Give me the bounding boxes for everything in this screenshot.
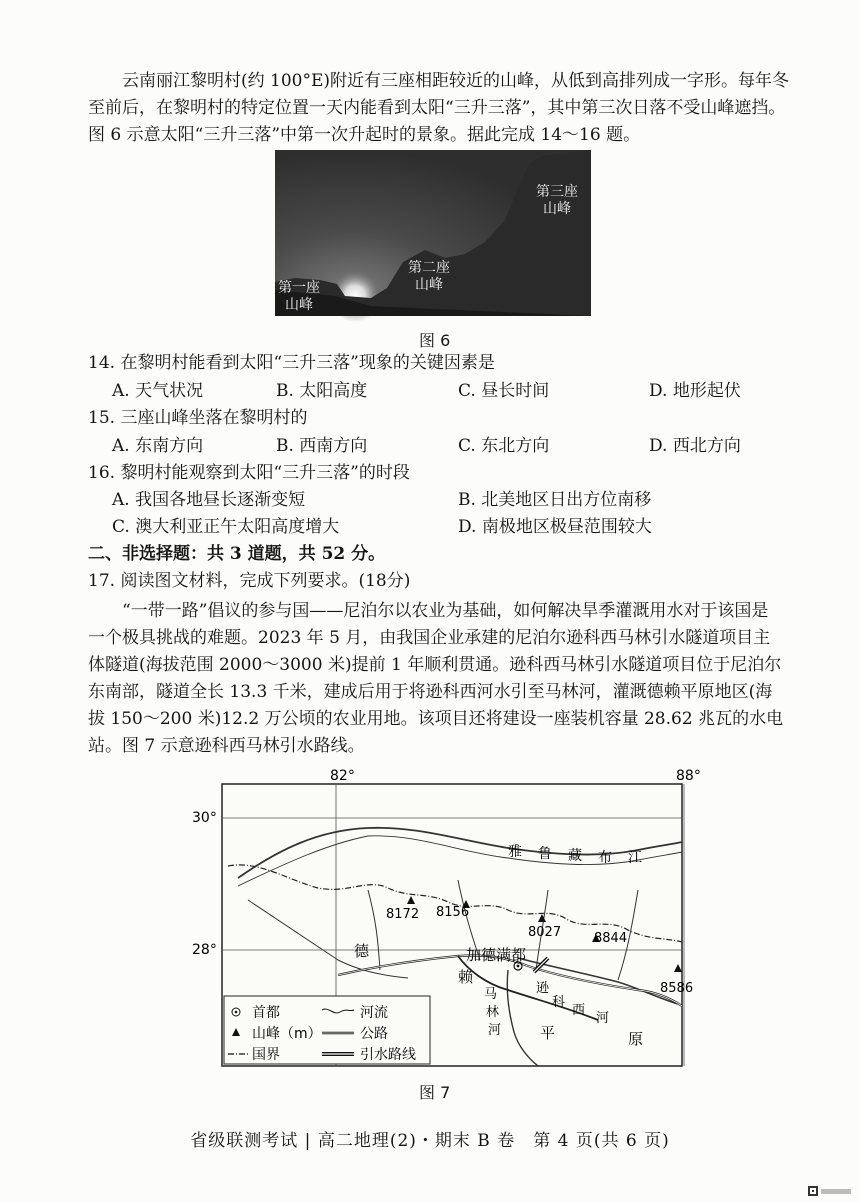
q17-para-line-6: 站。图 7 示意逊科西马林引水路线。 [88,736,365,756]
q17-para-line-2: 一个极具挑战的难题。2023 年 5 月，由我国企业承建的尼泊尔逊科西马林引水隧道项目主 [88,628,771,648]
label-peak-3 [533,184,581,218]
legend-capital-label: 首都 [252,1005,280,1021]
yarlung-char-2: 鲁 [538,846,552,862]
figure-7-map [192,768,701,1068]
q16-option-a[interactable]: A. 我国各地昼长逐渐变短 [112,490,306,510]
legend-capital-icon-dot [235,1011,238,1014]
label-lon-82: 82° [330,768,355,784]
q15-option-a[interactable]: A. 东南方向 [112,436,204,456]
malin-char-3: 河 [488,1023,502,1038]
label-ping: 平 [540,1024,556,1042]
capital-symbol-dot [517,965,520,968]
q15-option-d[interactable]: D. 西北方向 [649,436,741,456]
page-footer: 省级联测考试 | 高二地理(2)・期末 B 卷 第 4 页(共 6 页) [190,1131,670,1151]
peak-label-8027: 8027 [528,925,562,940]
intro-line-2: 至前后，在黎明村的特定位置一天内能看到太阳“三升三落”，其中第三次日落不受山峰遮挡。 [88,98,786,118]
qr-logo-icon [808,1186,852,1198]
label-lat-28: 28° [192,942,217,958]
q14-option-c[interactable]: C. 昼长时间 [458,381,550,401]
q17-stem: 17. 阅读图文材料，完成下列要求。(18分) [88,571,411,591]
legend-border-label: 国界 [252,1047,280,1063]
q16-option-d[interactable]: D. 南极地区极昼范围较大 [458,517,652,537]
malin-char-1: 马 [484,987,498,1002]
label-de: 德 [354,942,370,960]
peak-label-8156: 8156 [436,905,470,920]
q14-option-a[interactable]: A. 天气状况 [112,381,204,401]
intro-line-1: 云南丽江黎明村(约 100°E)附近有三座相距较近的山峰，从低到高排列成一字形。每年冬 [122,71,790,91]
q16-stem: 16. 黎明村能观察到太阳“三升三落”的时段 [88,463,410,483]
figure-7-caption: 图 7 [419,1083,451,1102]
label-peak-3-text: 第三座 山峰 [536,184,578,217]
peak-label-8586: 8586 [660,981,694,996]
label-peak-2 [405,260,453,294]
malin-char-2: 林 [486,1005,500,1020]
q14-option-b[interactable]: B. 太阳高度 [276,381,368,401]
q15-stem: 15. 三座山峰坐落在黎明村的 [88,408,308,428]
legend-river-label: 河流 [360,1005,388,1021]
label-kathmandu: 加德满都 [466,946,527,964]
q14-option-d[interactable]: D. 地形起伏 [649,381,741,401]
label-lat-30: 30° [192,810,217,826]
map-svg [192,768,701,1068]
label-peak-1-text: 第一座 山峰 [278,280,320,313]
q15-option-b[interactable]: B. 西南方向 [276,436,368,456]
yarlung-char-1: 雅 [508,844,522,860]
q14-stem: 14. 在黎明村能看到太阳“三升三落”现象的关键因素是 [88,353,495,373]
section-2-heading: 二、非选择题：共 3 道题，共 52 分。 [88,544,386,564]
yarlung-char-5: 江 [628,850,642,866]
q16-option-c[interactable]: C. 澳大利亚正午太阳高度增大 [112,517,340,537]
label-lon-88: 88° [676,768,701,784]
q15-option-c[interactable]: C. 东北方向 [458,436,550,456]
legend-diversion-label: 引水路线 [360,1047,416,1063]
label-peak-2-text: 第二座 山峰 [408,260,450,293]
sunkoshi-char-2: 科 [552,995,566,1010]
yarlung-char-4: 布 [598,850,612,866]
peak-label-8844: 8844 [594,931,628,946]
corner-logo [808,1186,852,1198]
label-yuan: 原 [628,1030,644,1048]
peak-label-8172: 8172 [386,907,420,922]
intro-line-3: 图 6 示意太阳“三升三落”中第一次升起时的景象。据此完成 14～16 题。 [88,125,641,145]
q16-option-b[interactable]: B. 北美地区日出方位南移 [458,490,652,510]
figure-6-photo [275,150,591,316]
sunkoshi-char-1: 逊 [536,981,550,996]
sunkoshi-char-4: 河 [596,1011,610,1026]
label-peak-1 [277,280,321,314]
label-lai: 赖 [458,968,474,986]
sunkoshi-char-3: 西 [572,1003,586,1018]
q17-para-line-1: “一带一路”倡议的参与国——尼泊尔以农业为基础，如何解决旱季灌溉用水对于该国是 [122,601,769,621]
legend-road-label: 公路 [360,1026,388,1042]
q17-para-line-5: 拔 150～200 米)12.2 万公顷的农业用地。该项目还将建设一座装机容量 28.62 兆瓦的水电 [88,709,784,729]
q17-para-line-4: 东南部，隧道全长 13.3 千米，建成后用于将逊科西河水引至马林河，灌溉德赖平原地区(海 [88,682,773,702]
yarlung-char-3: 藏 [568,848,582,864]
figure-6-caption: 图 6 [419,331,451,350]
q17-para-line-3: 体隧道(海拔范围 2000～3000 米)提前 1 年顺利贯通。逊科西马林引水隧道项目位于尼泊尔 [88,655,782,675]
legend-peak-label: 山峰（m） [252,1026,322,1042]
